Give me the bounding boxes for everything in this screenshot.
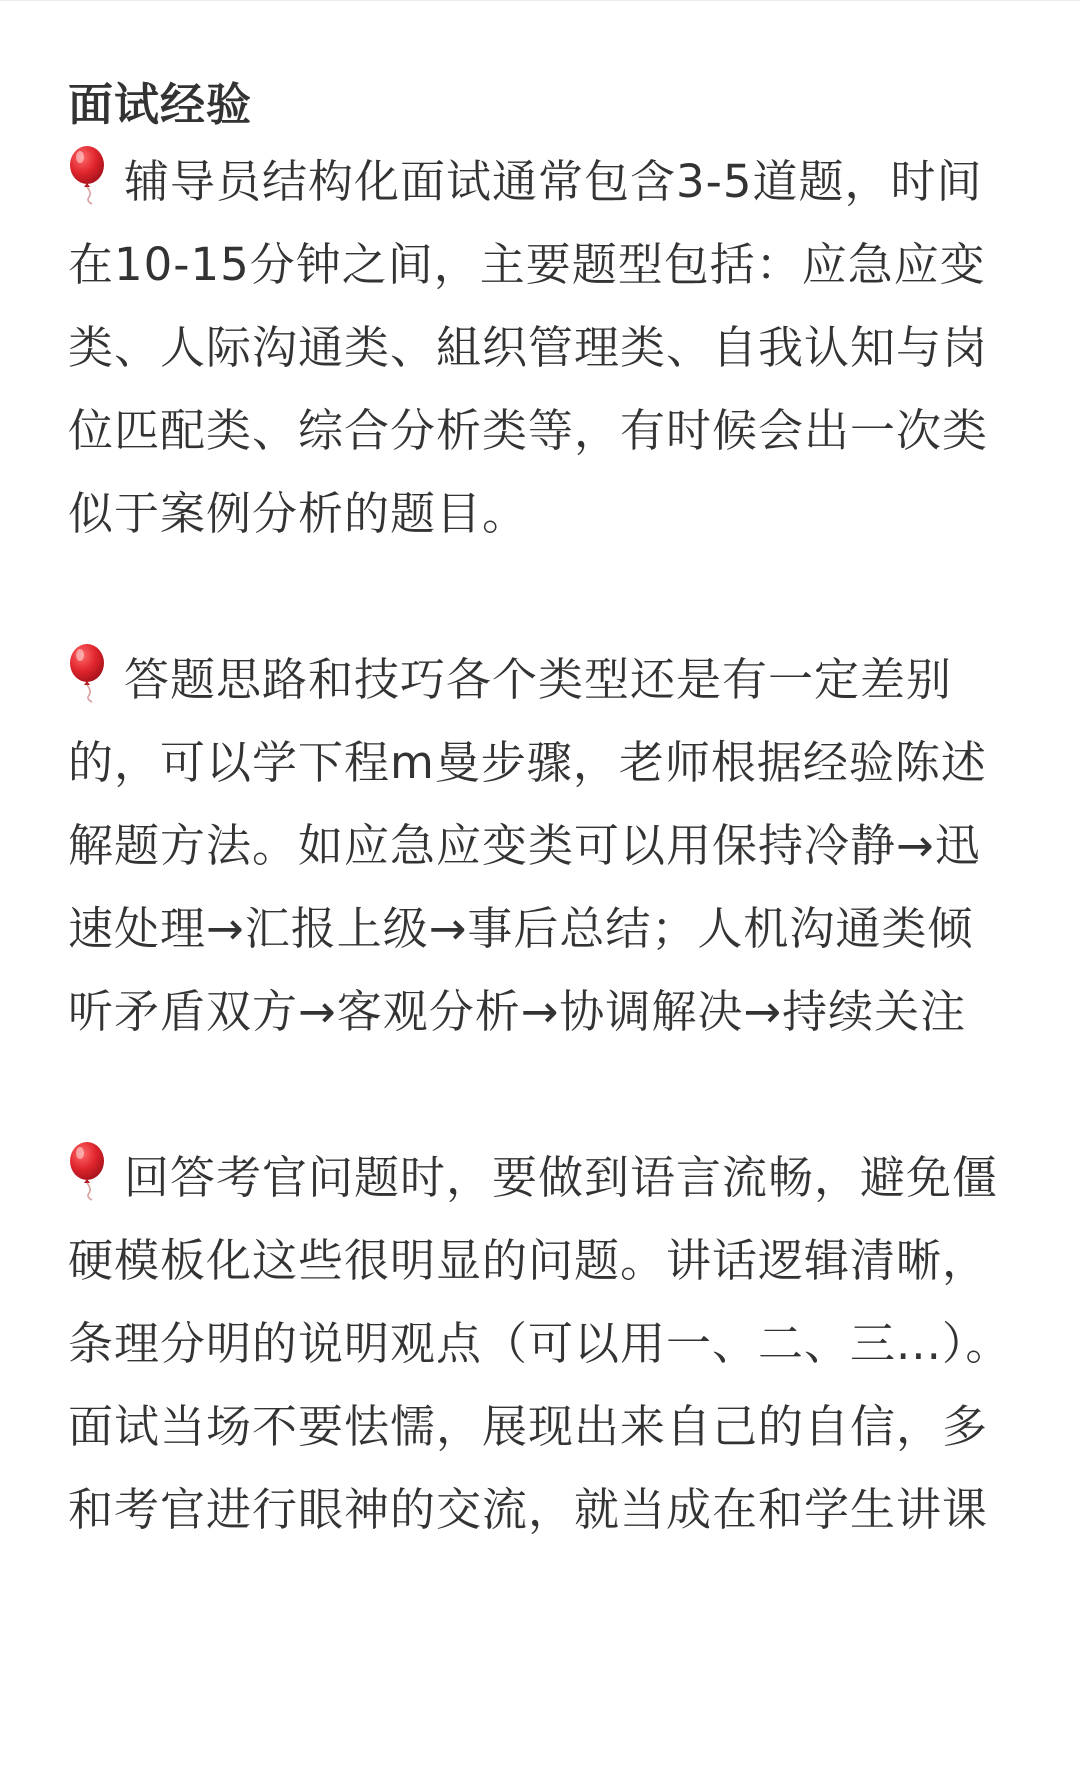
post-content <box>68 70 1018 1551</box>
paragraph-2 <box>68 638 1018 1053</box>
red-balloon-icon <box>68 643 110 703</box>
red-balloon-icon <box>68 145 110 205</box>
top-divider <box>0 0 1080 1</box>
post-title: 面试经验 <box>68 78 253 131</box>
paragraph-1 <box>68 140 1018 555</box>
paragraph-1-text: 辅导员结构化面试通常包含3-5道题，时间在10-15分钟之间，主要题型包括：应急应变类、人际沟通类、組织管理类、自我认知与岗位匹配类、综合分析类等，有时候会出一次类似于案例分析的题目。 <box>68 155 989 540</box>
paragraph-2-text: 答题思路和技巧各个类型还是有一定差别的，可以学下程m曼步骤，老师根据经验陈述解题方法。如应急应变类可以用保持冷静→迅速处理→汇报上级→事后总结；人机沟通类倾听矛盾双方→客观分析→协调解决→持续关注 <box>68 653 987 1038</box>
paragraph-3 <box>68 1136 1018 1551</box>
paragraph-3-text: 回答考官问题时，要做到语言流畅，避免僵硬模板化这些很明显的问题。讲话逻辑清晰，条理分明的说明观点（可以用一、二、三...）。面试当场不要怯懦，展现出来自己的自信，多和考官进行眼神的交流，就当成在和学生讲课 <box>68 1151 1012 1536</box>
red-balloon-icon <box>68 1141 110 1201</box>
